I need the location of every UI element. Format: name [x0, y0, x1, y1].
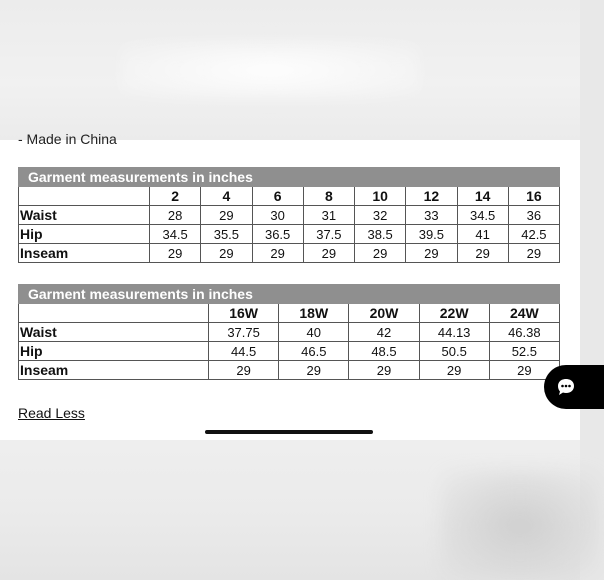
- row-label-hip: Hip: [19, 342, 209, 361]
- table-row: [19, 323, 560, 342]
- row-label-hip: Hip: [19, 225, 150, 244]
- product-details-panel: [0, 131, 580, 440]
- table-cell: 48.5: [349, 342, 419, 361]
- size-header: 22W: [419, 304, 489, 323]
- table-cell: 33: [406, 206, 457, 225]
- table-cell: 46.38: [489, 323, 559, 342]
- table-cell: 36: [508, 206, 559, 225]
- row-label-inseam: Inseam: [19, 244, 150, 263]
- blurred-background-top: [0, 0, 580, 140]
- table-caption: Garment measurements in inches: [19, 168, 560, 187]
- table-cell: 38.5: [355, 225, 406, 244]
- made-in-text: - Made in China: [18, 131, 117, 147]
- table-cell: 29: [508, 244, 559, 263]
- table-cell: 52.5: [489, 342, 559, 361]
- row-label-waist: Waist: [19, 323, 209, 342]
- table-cell: 29: [303, 244, 354, 263]
- table-cell: 29: [252, 244, 303, 263]
- table-cell: 35.5: [201, 225, 252, 244]
- table-cell: 42.5: [508, 225, 559, 244]
- table-row: [19, 244, 560, 263]
- table-cell: 44.13: [419, 323, 489, 342]
- row-label-inseam: Inseam: [19, 361, 209, 380]
- size-header-row: [19, 187, 560, 206]
- chat-button[interactable]: [544, 365, 604, 409]
- size-header: 16W: [209, 304, 279, 323]
- row-label-waist: Waist: [19, 206, 150, 225]
- table-cell: 29: [457, 244, 508, 263]
- size-header: 2: [150, 187, 201, 206]
- table-cell: 37.5: [303, 225, 354, 244]
- table-row: [19, 342, 560, 361]
- size-header: 14: [457, 187, 508, 206]
- size-header: 6: [252, 187, 303, 206]
- table-cell: 37.75: [209, 323, 279, 342]
- table-cell: 29: [201, 206, 252, 225]
- table-cell: 32: [355, 206, 406, 225]
- table-cell: 29: [349, 361, 419, 380]
- header-blank-cell: [19, 187, 150, 206]
- table-cell: 36.5: [252, 225, 303, 244]
- size-header: 16: [508, 187, 559, 206]
- home-indicator-bar: [205, 430, 373, 434]
- size-chart-misses: [18, 167, 560, 263]
- table-row: [19, 361, 560, 380]
- table-cell: 40: [279, 323, 349, 342]
- table-caption: Garment measurements in inches: [19, 285, 560, 304]
- size-header: 12: [406, 187, 457, 206]
- table-cell: 39.5: [406, 225, 457, 244]
- table-cell: 29: [406, 244, 457, 263]
- table-cell: 42: [349, 323, 419, 342]
- table-cell: 29: [279, 361, 349, 380]
- size-header: 18W: [279, 304, 349, 323]
- table-cell: 28: [150, 206, 201, 225]
- size-header: 4: [201, 187, 252, 206]
- table-cell: 29: [201, 244, 252, 263]
- table-cell: 31: [303, 206, 354, 225]
- table-row: [19, 225, 560, 244]
- table-cell: 46.5: [279, 342, 349, 361]
- table-cell: 29: [150, 244, 201, 263]
- header-blank-cell: [19, 304, 209, 323]
- read-less-link[interactable]: Read Less: [18, 405, 85, 421]
- size-header: 8: [303, 187, 354, 206]
- size-header: 10: [355, 187, 406, 206]
- table-row: [19, 206, 560, 225]
- blurred-background-bottom: [0, 440, 580, 580]
- table-cell: 34.5: [457, 206, 508, 225]
- size-header-row: [19, 304, 560, 323]
- table-cell: 29: [355, 244, 406, 263]
- chat-bubble-icon: [556, 377, 576, 397]
- size-header: 24W: [489, 304, 559, 323]
- table-cell: 29: [209, 361, 279, 380]
- size-chart-womens-plus: [18, 284, 560, 380]
- table-cell: 50.5: [419, 342, 489, 361]
- table-cell: 29: [489, 361, 559, 380]
- table-cell: 34.5: [150, 225, 201, 244]
- size-header: 20W: [349, 304, 419, 323]
- table-cell: 30: [252, 206, 303, 225]
- table-cell: 44.5: [209, 342, 279, 361]
- table-cell: 29: [419, 361, 489, 380]
- table-cell: 41: [457, 225, 508, 244]
